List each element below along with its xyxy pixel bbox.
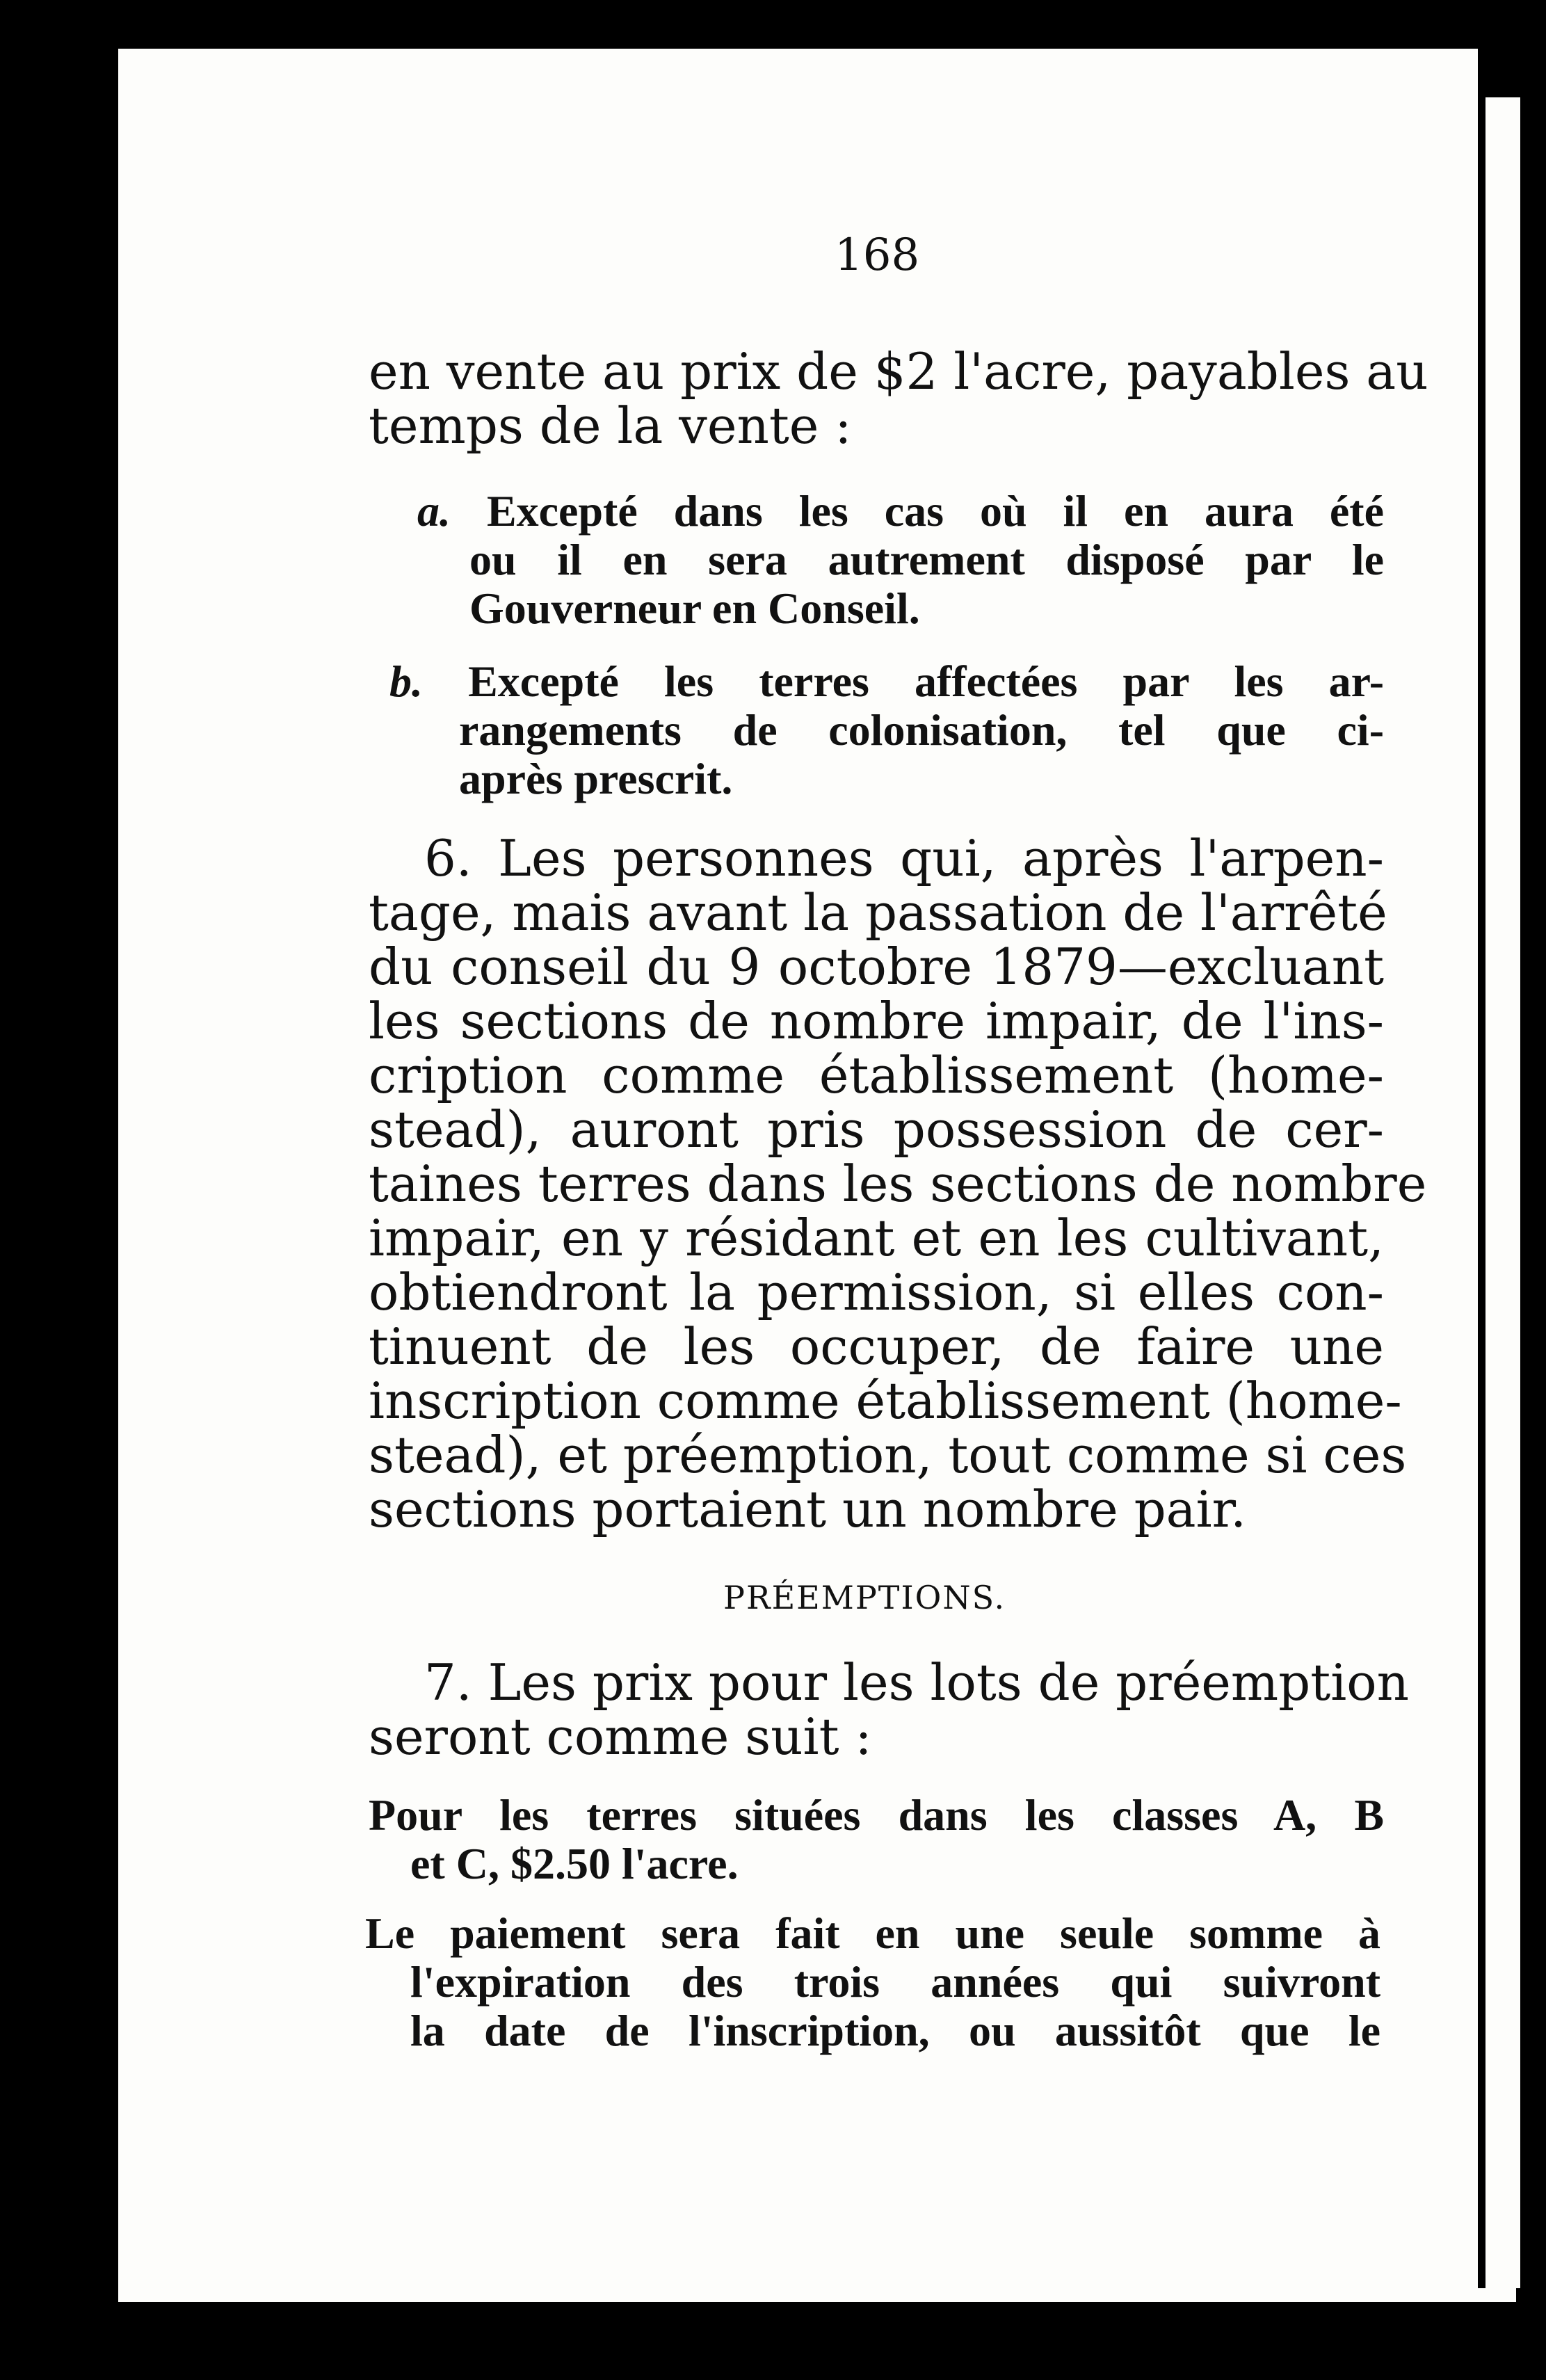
- section-6-paragraph: [369, 829, 1427, 1538]
- text-line: ou il en sera autrement disposé par le: [469, 535, 1384, 584]
- next-page-edge: [1481, 97, 1520, 2288]
- text-line: 6. Les personnes qui, après l'arpen-: [424, 829, 1384, 887]
- text-line: Pour les terres situées dans les classes A, B: [369, 1790, 1384, 1840]
- text-line: et C, $2.50 l'acre.: [410, 1839, 739, 1888]
- clause-b: [389, 657, 1384, 803]
- text-line: inscription comme établissement (home-: [369, 1372, 1402, 1430]
- section-heading: PRÉEMPTIONS.: [723, 1579, 1006, 1616]
- text-line: l'expiration des trois années qui suivront: [410, 1957, 1380, 2007]
- clause-a: [417, 487, 1384, 633]
- text-line: après prescrit.: [459, 754, 733, 803]
- text-line: [389, 657, 1384, 706]
- clause-letter: b.: [389, 657, 423, 706]
- text-line: temps de la vente :: [369, 396, 852, 455]
- page-number: 168: [835, 230, 920, 281]
- text-line: les sections de nombre impair, de l'ins-: [369, 992, 1384, 1050]
- text-line: du conseil du 9 octobre 1879—excluant: [369, 938, 1384, 996]
- text-line: obtiendront la permission, si elles con-: [369, 1263, 1384, 1321]
- text-line: impair, en y résidant et en les cultivant,: [369, 1209, 1384, 1267]
- text-line: cription comme établissement (home-: [369, 1046, 1384, 1104]
- text-line: en vente au prix de $2 l'acre, payables au: [369, 342, 1428, 401]
- clause-letter: a.: [417, 486, 451, 536]
- text-line: sections portaient un nombre pair.: [369, 1480, 1247, 1538]
- text-line: stead), auront pris possession de cer-: [369, 1100, 1384, 1159]
- text-line: Gouverneur en Conseil.: [469, 584, 920, 633]
- text-line: rangements de colonisation, tel que ci-: [459, 705, 1384, 755]
- payment-clause: [365, 1909, 1380, 2055]
- page-bottom-edge: [118, 2288, 1516, 2302]
- text-line: tinuent de les occuper, de faire une: [369, 1317, 1384, 1376]
- text-line: la date de l'inscription, ou aussitôt que le: [410, 2006, 1380, 2055]
- text-line: [417, 487, 1384, 536]
- text-line: seront comme suit :: [369, 1707, 872, 1766]
- clause-text: Excepté dans les cas où il en aura été: [486, 486, 1385, 536]
- section-7-paragraph: [369, 1653, 1409, 1766]
- text-line: Le paiement sera fait en une seule somme à: [365, 1908, 1380, 1958]
- intro-paragraph: [369, 342, 1428, 455]
- text-line: stead), et préemption, tout comme si ces: [369, 1426, 1407, 1484]
- price-clause: [369, 1791, 1384, 1888]
- text-line: tage, mais avant la passation de l'arrêté: [369, 883, 1387, 942]
- text-line: taines terres dans les sections de nombre: [369, 1155, 1427, 1213]
- text-line: 7. Les prix pour les lots de préemption: [424, 1653, 1409, 1712]
- clause-text: Excepté les terres affectées par les ar-: [468, 657, 1384, 706]
